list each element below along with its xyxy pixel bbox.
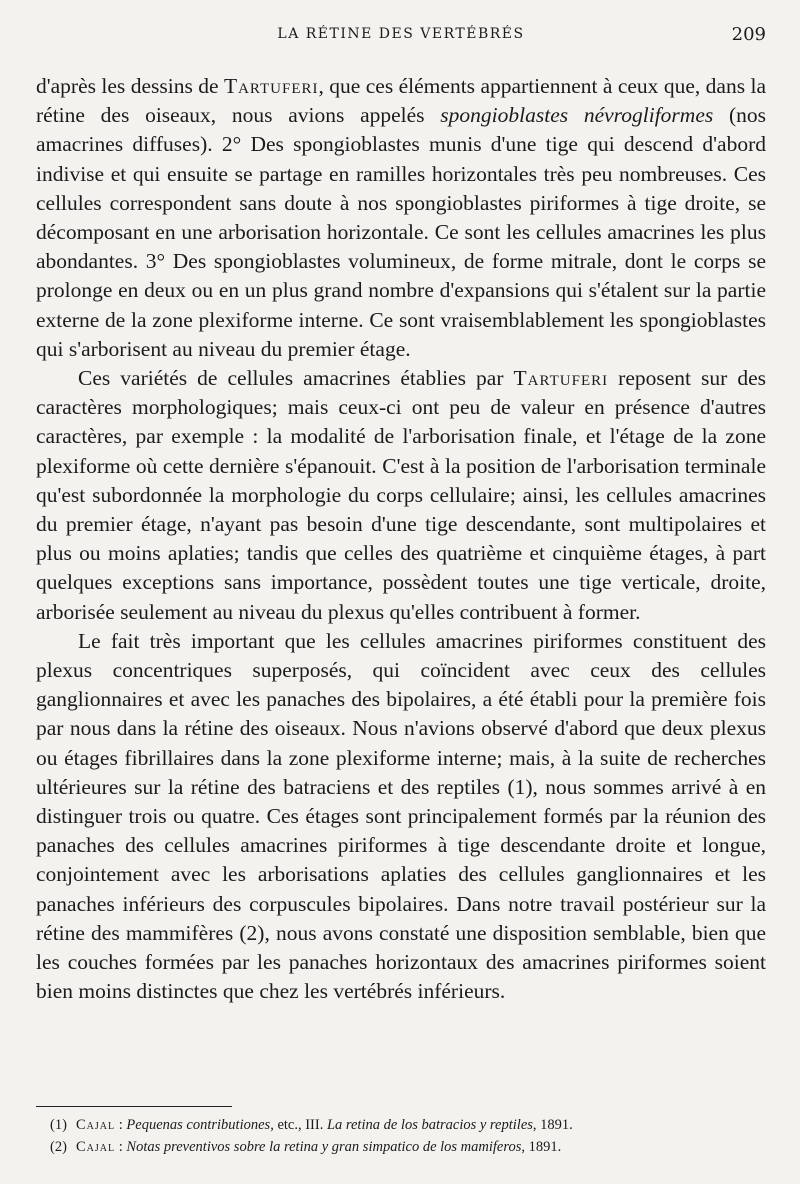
author-name: Tartuferi xyxy=(513,366,609,391)
text-run: , 1891. xyxy=(521,1139,562,1155)
text-run: : xyxy=(115,1117,127,1133)
text-run: : xyxy=(115,1139,127,1155)
footnote-rule xyxy=(36,1106,232,1107)
footnote-text xyxy=(76,1117,573,1133)
author-name: Cajal xyxy=(76,1139,116,1155)
text-run: , etc., III. xyxy=(270,1117,327,1133)
footnote xyxy=(50,1136,760,1158)
body-text xyxy=(36,72,766,1007)
footnote-number: (2) xyxy=(50,1139,67,1155)
paragraph xyxy=(36,72,766,364)
footnote xyxy=(50,1114,760,1136)
text-run: Ces variétés de cellules amacrines établies par xyxy=(78,366,514,391)
italic-text: Pequenas contributiones xyxy=(126,1117,271,1133)
paragraph xyxy=(36,364,766,627)
text-run: , que ces éléments appartiennent à ceux que, dans la rétine des oiseaux, nous avions appelés xyxy=(36,74,766,128)
author-name: Cajal xyxy=(76,1117,116,1133)
running-head xyxy=(36,26,766,50)
paragraph xyxy=(36,627,766,1007)
text-run: (nos amacrines diffuses). 2° Des spongioblastes munis d'une tige qui descend d'abord indivise et qui ensuite se partage en ramilles horizontales très peu nombreuses. Ces cellules correspondent sans doute à nos spongioblastes piriformes à tige droite, se décomposant en une arborisation horizontale. Ce sont les cellules amacrines les plus abondantes. 3° Des spongioblastes volumineux, de forme mitrale, dont le corps se prolonge en deux ou en un plus grand nombre d'expansions qui s'étalent sur la partie externe de la zone plexiforme interne. Ce sont vraisemblablement les spongioblastes qui s'arborisent au niveau du premier étage. xyxy=(36,103,766,361)
running-title: LA RÉTINE DES VERTÉBRÉS xyxy=(277,26,525,42)
footnote-text xyxy=(76,1139,561,1155)
text-run: d'après les dessins de xyxy=(36,74,224,98)
footnote-number: (1) xyxy=(50,1117,67,1133)
page-number: 209 xyxy=(731,24,766,45)
footnotes xyxy=(50,1114,760,1158)
text-run: reposent sur des caractères morphologiques; mais ceux-ci ont peu de valeur en présence d'autres caractères, par exemple : la modalité de l'arborisation finale, et l'étage de la zone plexiforme où cette dernière s'épanouit. C'est à la position de l'arborisation terminale qu'est subordonnée la morphologie du corps cellulaire; ainsi, les cellules amacrines du premier étage, n'ayant pas besoin d'une tige descendante, sont multipolaires et plus ou moins aplaties; tandis que celles des quatrième et cinquième étages, à part quelques exceptions sans importance, possèdent toutes une tige verticale, droite, arborisée seulement au niveau du plexus qu'elles contribuent à former. xyxy=(36,366,766,624)
author-name: Tartuferi xyxy=(223,74,319,98)
italic-text: spongioblastes névrogliformes xyxy=(440,103,714,128)
text-run: , 1891. xyxy=(532,1117,573,1133)
italic-text: La retina de los batracios y reptiles xyxy=(326,1117,533,1133)
italic-text: Notas preventivos sobre la retina y gran simpatico de los mamiferos xyxy=(126,1139,522,1155)
text-run: Le fait très important que les cellules amacrines piriformes constituent des plexus concentriques superposés, qui coïncident avec ceux des cellules ganglionnaires et avec les panaches des bipolaires, a été établi pour la première fois par nous dans la rétine des oiseaux. Nous n'avions observé d'abord que deux plexus ou étages fibrillaires dans la zone plexiforme interne; mais, à la suite de recherches ultérieures sur la rétine des batraciens et des reptiles (1), nous sommes arrivé à en distinguer trois ou quatre. Ces étages sont principalement formés par la réunion des panaches des cellules amacrines piriformes à tige descendante droite et longue, conjointement avec les arborisations aplaties des cellules ganglionnaires et les panaches inférieurs des corpuscules bipolaires. Dans notre travail postérieur sur la rétine des mammifères (2), nous avons constaté une disposition semblable, bien que les couches formées par les panaches horizontaux des amacrines piriformes soient bien moins distinctes que chez les vertébrés inférieurs. xyxy=(36,628,766,1004)
